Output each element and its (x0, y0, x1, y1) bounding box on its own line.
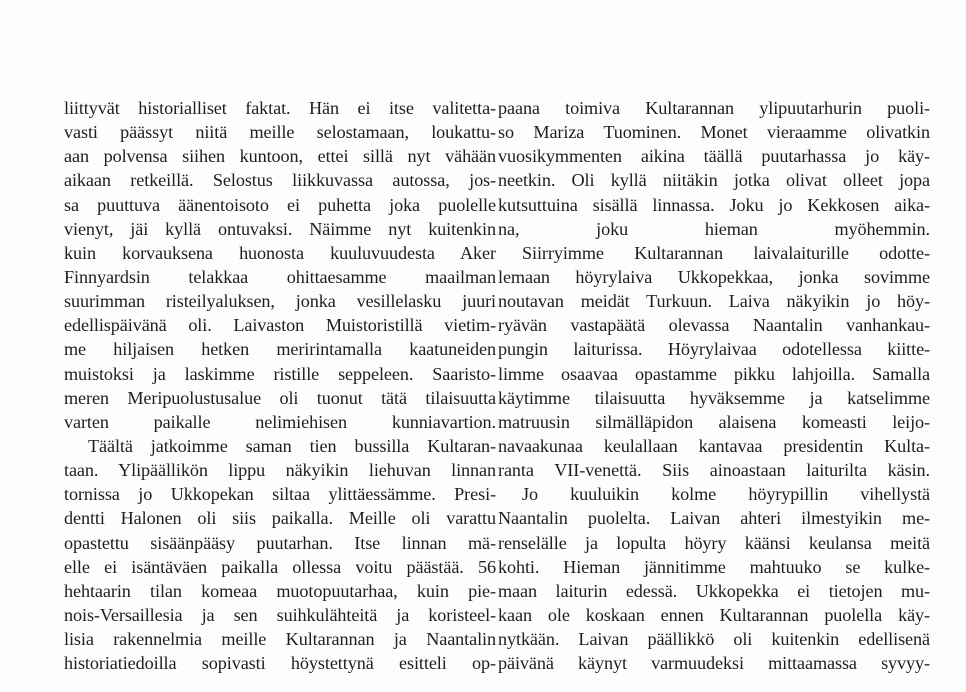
text-line: kaan ole koskaan ennen Kultarannan puolella käy- (498, 604, 930, 625)
text-line: me hiljaisen hetken meririntamalla kaatuneiden (64, 339, 496, 360)
text-line: lisia rakennelmia meille Kultarannan ja Naantalin (64, 629, 496, 650)
text-line: ryävän vastapäätä olevassa Naantalin vanhankau- (498, 315, 930, 336)
text-line: edellispäivänä oli. Laivaston Muistoristillä vietim- (64, 315, 496, 336)
text-line: Naantalin puolelta. Laivan ahteri ilmestyikin me- (498, 508, 930, 529)
text-line: Jo kuuluikin kolme höyrypillin vihellystä (522, 484, 930, 505)
text-line: lemaan höyrylaiva Ukkopekkaa, jonka sovimme (498, 266, 930, 287)
text-line: käytimme tilaisuutta hyväksemme ja katselimme (498, 387, 930, 408)
text-line: Täältä jatkoimme saman tien bussilla Kultaran- (88, 435, 496, 456)
text-line: vienyt, jäi kyllä ontuvaksi. Näimme nyt kuitenkin (64, 218, 496, 239)
text-line: kuin korvauksena huonosta kuuluvuudesta Aker (64, 242, 496, 263)
text-line: kohti. Hieman jännitimme mahtuuko se kulke- (498, 556, 930, 577)
text-line: paana toimiva Kultarannan ylipuutarhurin puoli- (498, 98, 930, 118)
text-line: suurimman risteilyaluksen, jonka vesillelasku juuri (64, 291, 496, 312)
text-line: so Mariza Tuominen. Monet vieraamme olivatkin (498, 122, 930, 143)
text-line: päivänä käynyt varmuudeksi mittaamassa syvyy- (498, 653, 930, 674)
text-line: hehtaarin tilan komeaa muotopuutarhaa, kuin pie- (64, 580, 496, 601)
text-line: Siirryimme Kultarannan laivalaiturille odotte- (522, 242, 930, 263)
text-line: nois-Versaillesia ja sen suihkulähteitä ja koristeel- (64, 604, 496, 625)
text-line: opastettu sisäänpääsy puutarhan. Itse linnan mä- (64, 532, 496, 553)
text-line: noutavan meidät Turkuun. Laiva näkyikin jo höy- (498, 291, 930, 312)
text-line: pungin laiturissa. Höyrylaivaa odotellessa kiitte- (498, 339, 930, 360)
text-line: navaakunaa keulallaan kantavaa presidentin Kulta- (498, 435, 930, 456)
text-line: Finnyardsin telakkaa ohittaesamme maailman (64, 266, 496, 287)
text-line: maan laiturin edessä. Ukkopekka ei tietojen mu- (498, 580, 930, 601)
text-line: na, joku hieman myöhemmin. (498, 218, 930, 239)
text-line: vasti päässyt niitä meille selostamaan, loukattu- (64, 122, 496, 143)
text-line: matruusin silmälläpidon alaisena komeasti leijo- (498, 411, 930, 432)
text-line: historiatiedoilla sopivasti höystettynä esitteli op- (64, 653, 496, 674)
text-line: neetkin. Oli kyllä niitäkin jotka olivat olleet jopa (498, 170, 930, 191)
text-line: muistoksi ja laskimme ristille seppeleen. Saaristo- (64, 363, 496, 384)
text-line: aan polvensa siihen kuntoon, ettei sillä nyt vähään (64, 146, 496, 167)
left-column (64, 96, 496, 675)
text-line: sa puuttuva äänentoisoto ei puhetta joka puolelle (64, 194, 496, 215)
text-line: kutsuttuina sisällä linnassa. Joku jo Kekkosen aika- (498, 194, 930, 215)
text-line: dentti Halonen oli siis paikalla. Meille oli varattu (64, 508, 496, 529)
text-line: limme osaavaa opastamme pikku lahjoilla. Samalla (498, 363, 930, 384)
text-line: meren Meripuolustusalue oli tuonut tätä tilaisuutta (64, 387, 496, 408)
text-line: taan. Ylipäällikön lippu näkyikin liehuvan linnan (64, 460, 496, 481)
text-line: vuosikymmenten aikina täällä puutarhassa jo käy- (498, 146, 930, 167)
right-column (498, 96, 930, 675)
text-line: aikaan retkeillä. Selostus liikkuvassa autossa, jos- (64, 170, 496, 191)
text-line: varten paikalle nelimiehisen kunniavartion. (64, 411, 496, 432)
text-line: ranta VII-venettä. Siis ainoastaan laiturilta käsin. (498, 460, 930, 481)
text-line: renselälle ja lopulta höyry käänsi keulansa meitä (498, 532, 930, 553)
text-line: elle ei isäntäväen paikalla ollessa voitu päästää. 56 (64, 556, 496, 577)
text-line: tornissa jo Ukkopekan siltaa ylittäessämme. Presi- (64, 484, 496, 505)
text-line: nytkään. Laivan päällikkö oli kuitenkin edellisenä (498, 629, 930, 650)
text-line: liittyvät historialliset faktat. Hän ei itse valitetta- (64, 98, 496, 118)
